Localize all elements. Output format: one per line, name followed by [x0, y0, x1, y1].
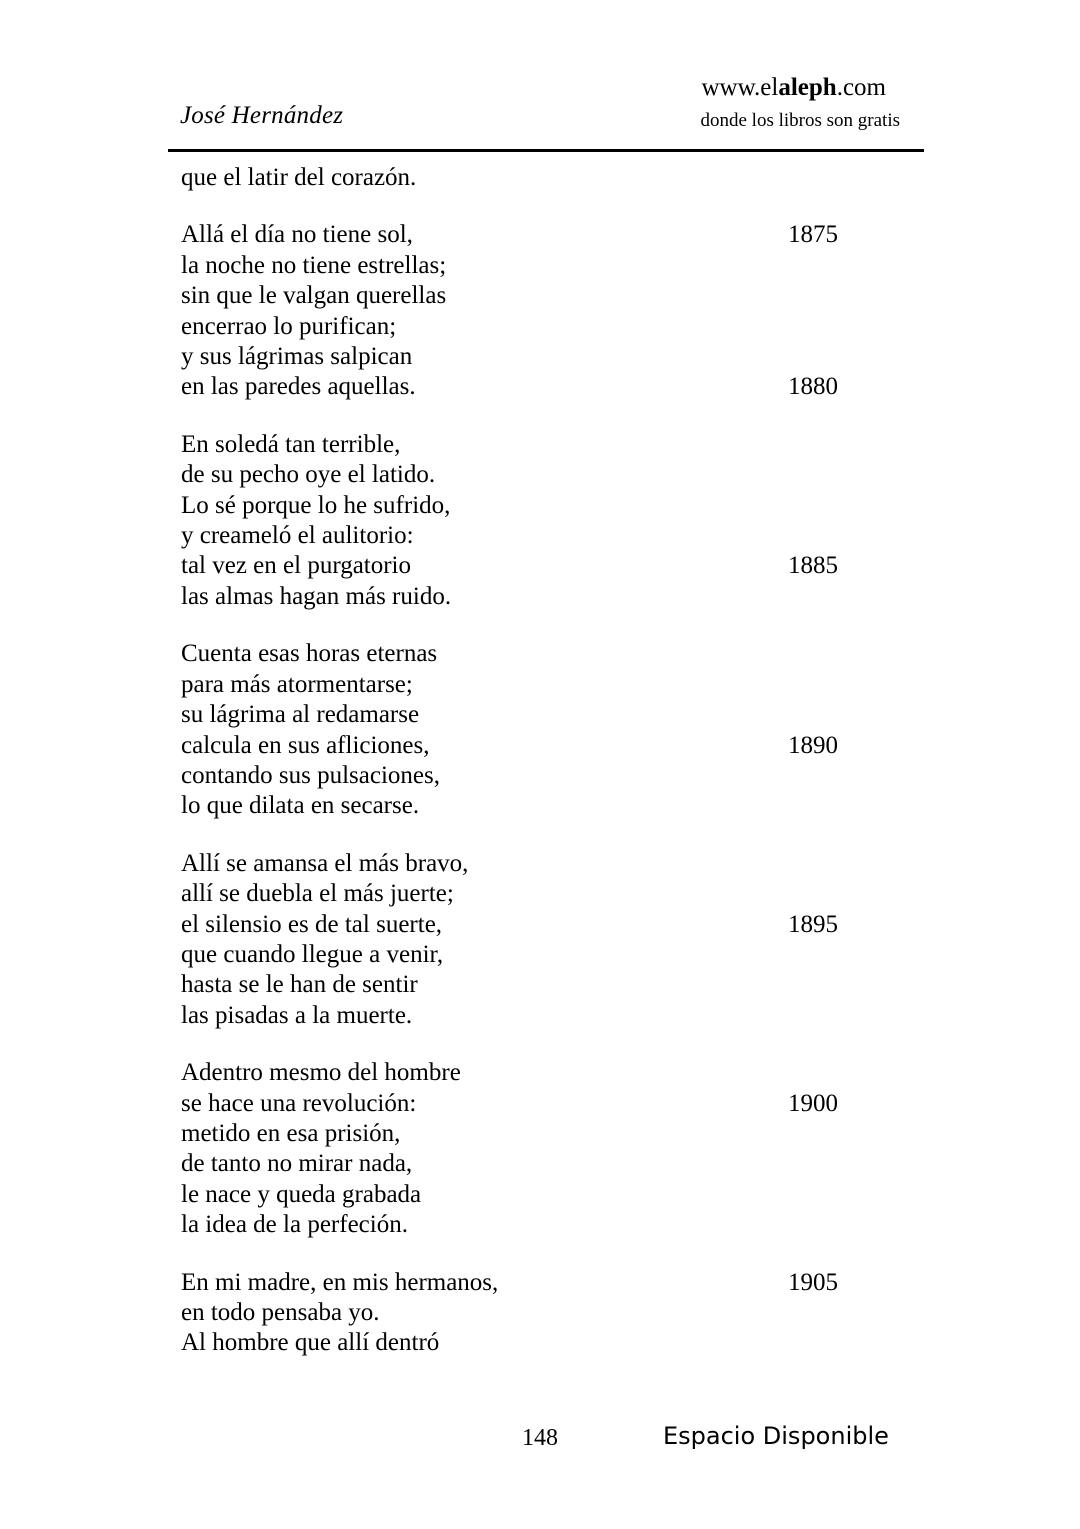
poem-line-text: para más atormentarse;	[181, 670, 413, 698]
poem-line-text: allí se duebla el más juerte;	[181, 880, 454, 908]
poem-line	[168, 1210, 924, 1240]
poem-line-text: hasta se le han de sentir	[181, 971, 418, 999]
poem-line	[168, 342, 924, 372]
poem-line-text: En mi madre, en mis hermanos,	[181, 1268, 499, 1296]
site-suffix: .com	[836, 74, 886, 101]
poem-line	[168, 220, 924, 250]
verse-number: 1890	[788, 731, 838, 759]
site-prefix: www.el	[701, 74, 779, 101]
poem-line-text: su lágrima al redamarse	[181, 701, 420, 729]
poem-line-text: sin que le valgan querellas	[181, 282, 447, 310]
poem-line-text: el silensio es de tal suerte,	[181, 910, 443, 938]
stanza	[168, 163, 924, 193]
poem-line-text: en todo pensaba yo.	[181, 1299, 380, 1326]
poem-line-text: las pisadas a la muerte.	[181, 1001, 413, 1029]
header-tagline: donde los libros son gratis	[700, 110, 900, 131]
verse-number: 1900	[788, 1089, 838, 1117]
poem-line-text: y sus lágrimas salpican	[181, 343, 413, 371]
poem-line-text: calcula en sus afliciones,	[181, 731, 430, 759]
stanza	[168, 849, 924, 1031]
poem-line	[168, 1001, 924, 1031]
poem-line-text: la noche no tiene estrellas;	[181, 251, 447, 279]
poem-line-text: tal vez en el purgatorio	[181, 552, 412, 580]
poem-line	[168, 791, 924, 821]
poem-line	[168, 1119, 924, 1149]
poem-line	[168, 372, 924, 402]
poem-line	[168, 1298, 924, 1328]
site-bold: aleph	[778, 74, 837, 101]
header-author: José Hernández	[180, 102, 344, 129]
poem-line-text: de su pecho oye el latido.	[181, 461, 436, 489]
poem-line-text: contando sus pulsaciones,	[181, 761, 440, 789]
poem-line	[168, 491, 924, 521]
stanza	[168, 1058, 924, 1240]
poem-line	[168, 849, 924, 879]
poem-line	[168, 731, 924, 761]
poem-body	[168, 163, 924, 1386]
poem-line-text: Al hombre que allí dentró	[181, 1329, 440, 1357]
poem-line	[168, 639, 924, 669]
poem-line	[168, 670, 924, 700]
poem-line-text: le nace y queda grabada	[181, 1180, 422, 1208]
poem-line-text: Adentro mesmo del hombre	[181, 1059, 461, 1087]
footer-note: Espacio Disponible	[663, 1422, 889, 1450]
verse-number: 1905	[788, 1268, 838, 1296]
poem-line-text: Allá el día no tiene sol,	[181, 221, 413, 249]
poem-line	[168, 1268, 924, 1298]
poem-line-text: Lo sé porque lo he sufrido,	[181, 491, 451, 519]
poem-line	[168, 970, 924, 1000]
verse-number: 1885	[788, 552, 838, 580]
poem-line	[168, 761, 924, 791]
poem-line-text: Allí se amansa el más bravo,	[181, 849, 469, 877]
poem-line-text: las almas hagan más ruido.	[181, 582, 452, 610]
poem-line	[168, 521, 924, 551]
header-site-url	[702, 74, 887, 102]
header-divider	[168, 149, 924, 152]
poem-line-text: encerrao lo purifican;	[181, 312, 397, 340]
verse-number: 1895	[788, 910, 838, 938]
poem-line	[168, 430, 924, 460]
poem-line-text: se hace una revolución:	[181, 1089, 417, 1117]
poem-line	[168, 1180, 924, 1210]
stanza	[168, 430, 924, 612]
poem-line-text: de tanto no mirar nada,	[181, 1150, 413, 1178]
poem-line	[168, 1328, 924, 1358]
poem-line-text: metido en esa prisión,	[181, 1119, 401, 1147]
poem-line	[168, 281, 924, 311]
verse-number: 1875	[788, 221, 838, 249]
poem-line	[168, 582, 924, 612]
poem-line-text: que el latir del corazón.	[181, 164, 417, 191]
poem-line	[168, 251, 924, 281]
poem-line	[168, 1058, 924, 1088]
stanza	[168, 1268, 924, 1359]
poem-line	[168, 940, 924, 970]
poem-line	[168, 163, 924, 193]
poem-line	[168, 551, 924, 581]
poem-line-text: que cuando llegue a venir,	[181, 940, 444, 968]
page-number: 148	[522, 1425, 558, 1451]
poem-line-text: Cuenta esas horas eternas	[181, 640, 438, 668]
poem-line-text: y creameló el aulitorio:	[181, 522, 414, 550]
poem-line-text: en las paredes aquellas.	[181, 373, 416, 401]
poem-line	[168, 879, 924, 909]
stanza	[168, 639, 924, 821]
poem-line	[168, 700, 924, 730]
poem-line	[168, 1089, 924, 1119]
page-header	[168, 70, 924, 142]
verse-number: 1880	[788, 373, 838, 401]
stanza	[168, 220, 924, 402]
poem-line	[168, 910, 924, 940]
poem-line	[168, 1149, 924, 1179]
poem-line-text: En soledá tan terrible,	[181, 430, 401, 458]
poem-line-text: lo que dilata en secarse.	[181, 792, 420, 820]
poem-line	[168, 460, 924, 490]
poem-line	[168, 312, 924, 342]
poem-line-text: la idea de la perfeción.	[181, 1211, 408, 1239]
